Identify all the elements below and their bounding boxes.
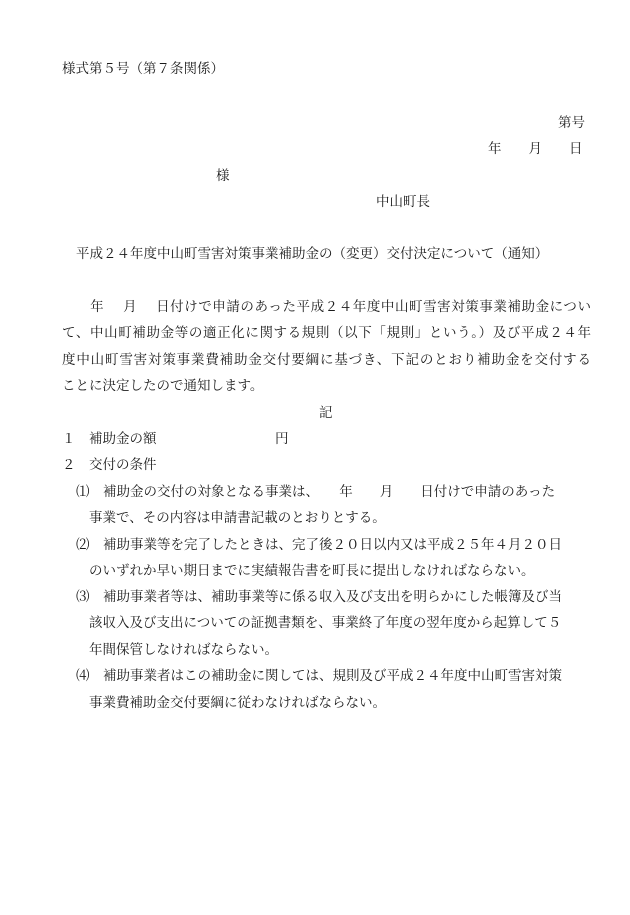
section1-unit: 円: [275, 431, 289, 447]
condition-4-line-1: 補助事業者はこの補助金に関しては、規則及び平成２４年度中山町雪害対策: [103, 668, 562, 684]
addressee-suffix: 様: [216, 168, 230, 184]
condition-1-number: ⑴: [76, 484, 90, 500]
section2-label: 交付の条件: [89, 457, 157, 473]
body-line-4: ことに決定したので通知します。: [62, 378, 264, 394]
condition-2-line-2: のいずれか早い期日までに実績報告書を町長に提出しなければならない。: [89, 563, 535, 579]
condition-3-line-3: 年間保管しなければならない。: [89, 642, 278, 658]
condition-1-line-2: 事業で、その内容は申請書記載のとおりとする。: [89, 510, 386, 526]
body-line-1: 年 月 日付けで申請のあった平成２４年度中山町雪害対策事業補助金につい: [62, 299, 591, 315]
form-label: 様式第５号（第７条関係）: [62, 61, 224, 77]
section2-number: ２: [62, 457, 76, 473]
condition-4-number: ⑷: [76, 668, 90, 684]
document-title: 平成２４年度中山町雪害対策事業補助金の（変更）交付決定について（通知）: [76, 246, 549, 262]
ki-heading: 記: [319, 405, 333, 421]
body-line-2: て、中山町補助金等の適正化に関する規則（以下「規則」という。）及び平成２４年: [62, 325, 591, 341]
section1-number: １: [62, 431, 76, 447]
section1-label: 補助金の額: [89, 431, 157, 447]
condition-3-number: ⑶: [76, 589, 90, 605]
condition-4-line-2: 事業費補助金交付要綱に従わなければならない。: [89, 695, 386, 711]
condition-3-line-1: 補助事業者等は、補助事業等に係る収入及び支出を明らかにした帳簿及び当: [103, 589, 562, 605]
date-label: 年 月 日: [488, 141, 583, 157]
document-number-label: 第号: [558, 115, 585, 131]
condition-2-line-1: 補助事業等を完了したときは、完了後２０日以内又は平成２５年４月２０日: [103, 537, 562, 553]
condition-2-number: ⑵: [76, 537, 90, 553]
condition-3-line-2: 該収入及び支出についての証拠書類を、事業終了年度の翌年度から起算して５: [89, 615, 562, 631]
condition-1-line-1: 補助金の交付の対象となる事業は、 年 月 日付けで申請のあった: [103, 484, 556, 500]
sender-name: 中山町長: [376, 194, 430, 210]
body-line-3: 度中山町雪害対策事業費補助金交付要綱に基づき、下記のとおり補助金を交付する: [62, 352, 591, 368]
